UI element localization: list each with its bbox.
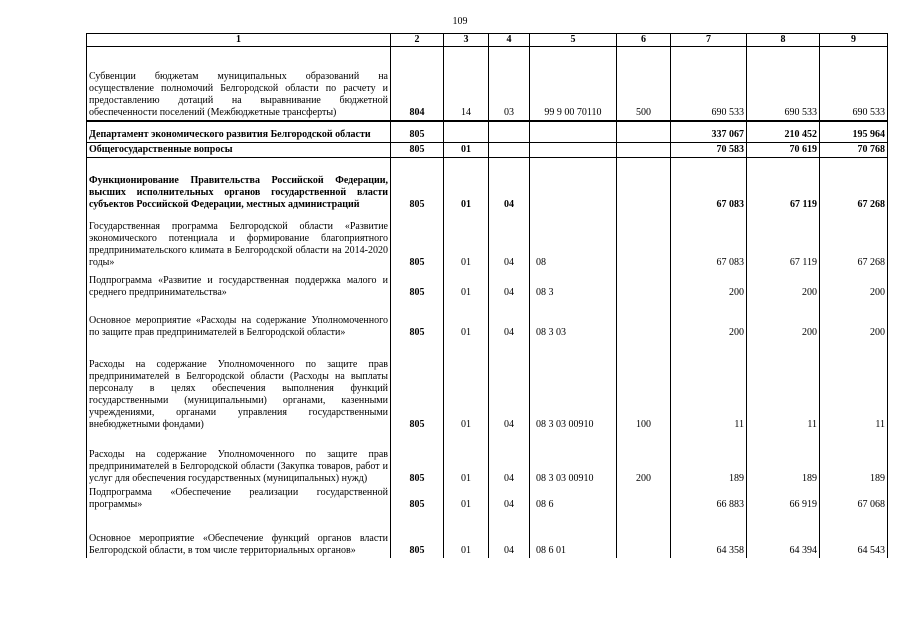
cell-target: [530, 121, 617, 143]
cell-section: 01: [444, 270, 489, 300]
cell-value: 67 268: [820, 158, 888, 212]
row-name: Расходы на содержание Уполномоченного по защите прав предпринимателей в Белгородской области (Закупка товаров, работ и услуг для обеспечения государственных (муниципальных) нужд): [87, 432, 391, 486]
cell-target: 08 6 01: [530, 512, 617, 558]
cell-value: 200: [671, 300, 747, 340]
table-row: [87, 512, 888, 558]
cell-value: 67 083: [671, 212, 747, 270]
cell-type: [617, 300, 671, 340]
row-name: Расходы на содержание Уполномоченного по защите прав предпринимателей в Белгородской области (Расходы на выплаты персоналу в целях обеспечения выполнения функций государственными (муниципальными) органами, казенными учреждениями, органами управления государственными внебюджетными фондами): [87, 340, 391, 432]
table-row: [87, 300, 888, 340]
cell-value: 67 083: [671, 158, 747, 212]
row-name: Основное мероприятие «Обеспечение функций органов власти Белгородской области, в том числе территориальных органов»: [87, 512, 391, 558]
cell-code: 805: [391, 486, 444, 512]
cell-target: 08 3 03: [530, 300, 617, 340]
cell-value: 200: [820, 300, 888, 340]
cell-subsection: 04: [489, 270, 530, 300]
cell-type: [617, 212, 671, 270]
column-header: 2: [391, 34, 444, 47]
column-header: 7: [671, 34, 747, 47]
row-name: Государственная программа Белгородской области «Развитие экономического потенциала и формирование благоприятного предпринимательского климата в Белгородской области на 2014-2020 годы»: [87, 212, 391, 270]
row-name: Департамент экономического развития Белгородской области: [87, 121, 391, 143]
column-header: 8: [747, 34, 820, 47]
cell-value: 690 533: [747, 47, 820, 121]
budget-table: [86, 33, 888, 558]
row-name: Общегосударственные вопросы: [87, 143, 391, 158]
cell-type: [617, 121, 671, 143]
cell-value: 189: [671, 432, 747, 486]
cell-value: 67 119: [747, 212, 820, 270]
row-name: Подпрограмма «Обеспечение реализации государственной программы»: [87, 486, 391, 512]
table-row: [87, 270, 888, 300]
cell-target: 08 3: [530, 270, 617, 300]
cell-subsection: 04: [489, 158, 530, 212]
cell-code: 805: [391, 512, 444, 558]
cell-value: 70 768: [820, 143, 888, 158]
column-header: 4: [489, 34, 530, 47]
column-header-row: [87, 34, 888, 47]
cell-type: [617, 270, 671, 300]
cell-value: 195 964: [820, 121, 888, 143]
cell-section: 01: [444, 158, 489, 212]
table-row: [87, 212, 888, 270]
cell-type: [617, 143, 671, 158]
cell-code: 805: [391, 158, 444, 212]
cell-subsection: 04: [489, 432, 530, 486]
cell-value: 66 883: [671, 486, 747, 512]
cell-code: 805: [391, 300, 444, 340]
row-name: Подпрограмма «Развитие и государственная поддержка малого и среднего предпринимательства»: [87, 270, 391, 300]
cell-value: 70 583: [671, 143, 747, 158]
cell-target: 08 3 03 00910: [530, 432, 617, 486]
cell-code: 805: [391, 143, 444, 158]
cell-value: 67 268: [820, 212, 888, 270]
cell-type: [617, 158, 671, 212]
cell-target: 08: [530, 212, 617, 270]
cell-section: 14: [444, 47, 489, 121]
cell-target: 99 9 00 70110: [530, 47, 617, 121]
column-header: 5: [530, 34, 617, 47]
cell-section: [444, 121, 489, 143]
cell-value: 11: [747, 340, 820, 432]
cell-subsection: 04: [489, 486, 530, 512]
column-header: 1: [87, 34, 391, 47]
cell-value: 210 452: [747, 121, 820, 143]
cell-section: 01: [444, 143, 489, 158]
table-row: [87, 121, 888, 143]
cell-value: 11: [820, 340, 888, 432]
cell-section: 01: [444, 486, 489, 512]
cell-type: 100: [617, 340, 671, 432]
cell-target: [530, 143, 617, 158]
table-row: [87, 158, 888, 212]
cell-section: 01: [444, 512, 489, 558]
cell-value: 200: [820, 270, 888, 300]
cell-value: 337 067: [671, 121, 747, 143]
cell-type: 500: [617, 47, 671, 121]
cell-code: 804: [391, 47, 444, 121]
cell-target: [530, 158, 617, 212]
cell-type: 200: [617, 432, 671, 486]
cell-value: 67 068: [820, 486, 888, 512]
cell-value: 64 543: [820, 512, 888, 558]
cell-section: 01: [444, 432, 489, 486]
cell-subsection: 03: [489, 47, 530, 121]
cell-value: 70 619: [747, 143, 820, 158]
cell-value: 200: [671, 270, 747, 300]
cell-code: 805: [391, 432, 444, 486]
cell-value: 189: [747, 432, 820, 486]
cell-value: 66 919: [747, 486, 820, 512]
cell-section: 01: [444, 300, 489, 340]
cell-type: [617, 512, 671, 558]
page-number: 109: [452, 16, 468, 27]
cell-value: 200: [747, 300, 820, 340]
cell-subsection: [489, 143, 530, 158]
cell-value: 67 119: [747, 158, 820, 212]
cell-subsection: [489, 121, 530, 143]
column-header: 3: [444, 34, 489, 47]
cell-subsection: 04: [489, 340, 530, 432]
table-row: [87, 340, 888, 432]
cell-value: 11: [671, 340, 747, 432]
cell-code: 805: [391, 212, 444, 270]
cell-section: 01: [444, 340, 489, 432]
table-row: [87, 432, 888, 486]
cell-target: 08 3 03 00910: [530, 340, 617, 432]
cell-subsection: 04: [489, 300, 530, 340]
cell-subsection: 04: [489, 212, 530, 270]
cell-code: 805: [391, 340, 444, 432]
cell-value: 189: [820, 432, 888, 486]
cell-value: 200: [747, 270, 820, 300]
cell-value: 64 358: [671, 512, 747, 558]
column-header: 9: [820, 34, 888, 47]
cell-code: 805: [391, 121, 444, 143]
table-row: [87, 47, 888, 121]
cell-value: 690 533: [671, 47, 747, 121]
column-header: 6: [617, 34, 671, 47]
row-name: Функционирование Правительства Российской Федерации, высших исполнительных органов государственной власти субъектов Российской Федерации, местных администраций: [87, 158, 391, 212]
cell-value: 64 394: [747, 512, 820, 558]
cell-value: 690 533: [820, 47, 888, 121]
cell-type: [617, 486, 671, 512]
cell-subsection: 04: [489, 512, 530, 558]
cell-section: 01: [444, 212, 489, 270]
table-row: [87, 143, 888, 158]
row-name: Основное мероприятие «Расходы на содержание Уполномоченного по защите прав предпринимателей в Белгородской области»: [87, 300, 391, 340]
cell-code: 805: [391, 270, 444, 300]
row-name: Субвенции бюджетам муниципальных образований на осуществление полномочий Белгородской области по расчету и предоставлению дотаций на выравнивание бюджетной обеспеченности поселений (Межбюджетные трансферты): [87, 47, 391, 121]
cell-target: 08 6: [530, 486, 617, 512]
table-row: [87, 486, 888, 512]
